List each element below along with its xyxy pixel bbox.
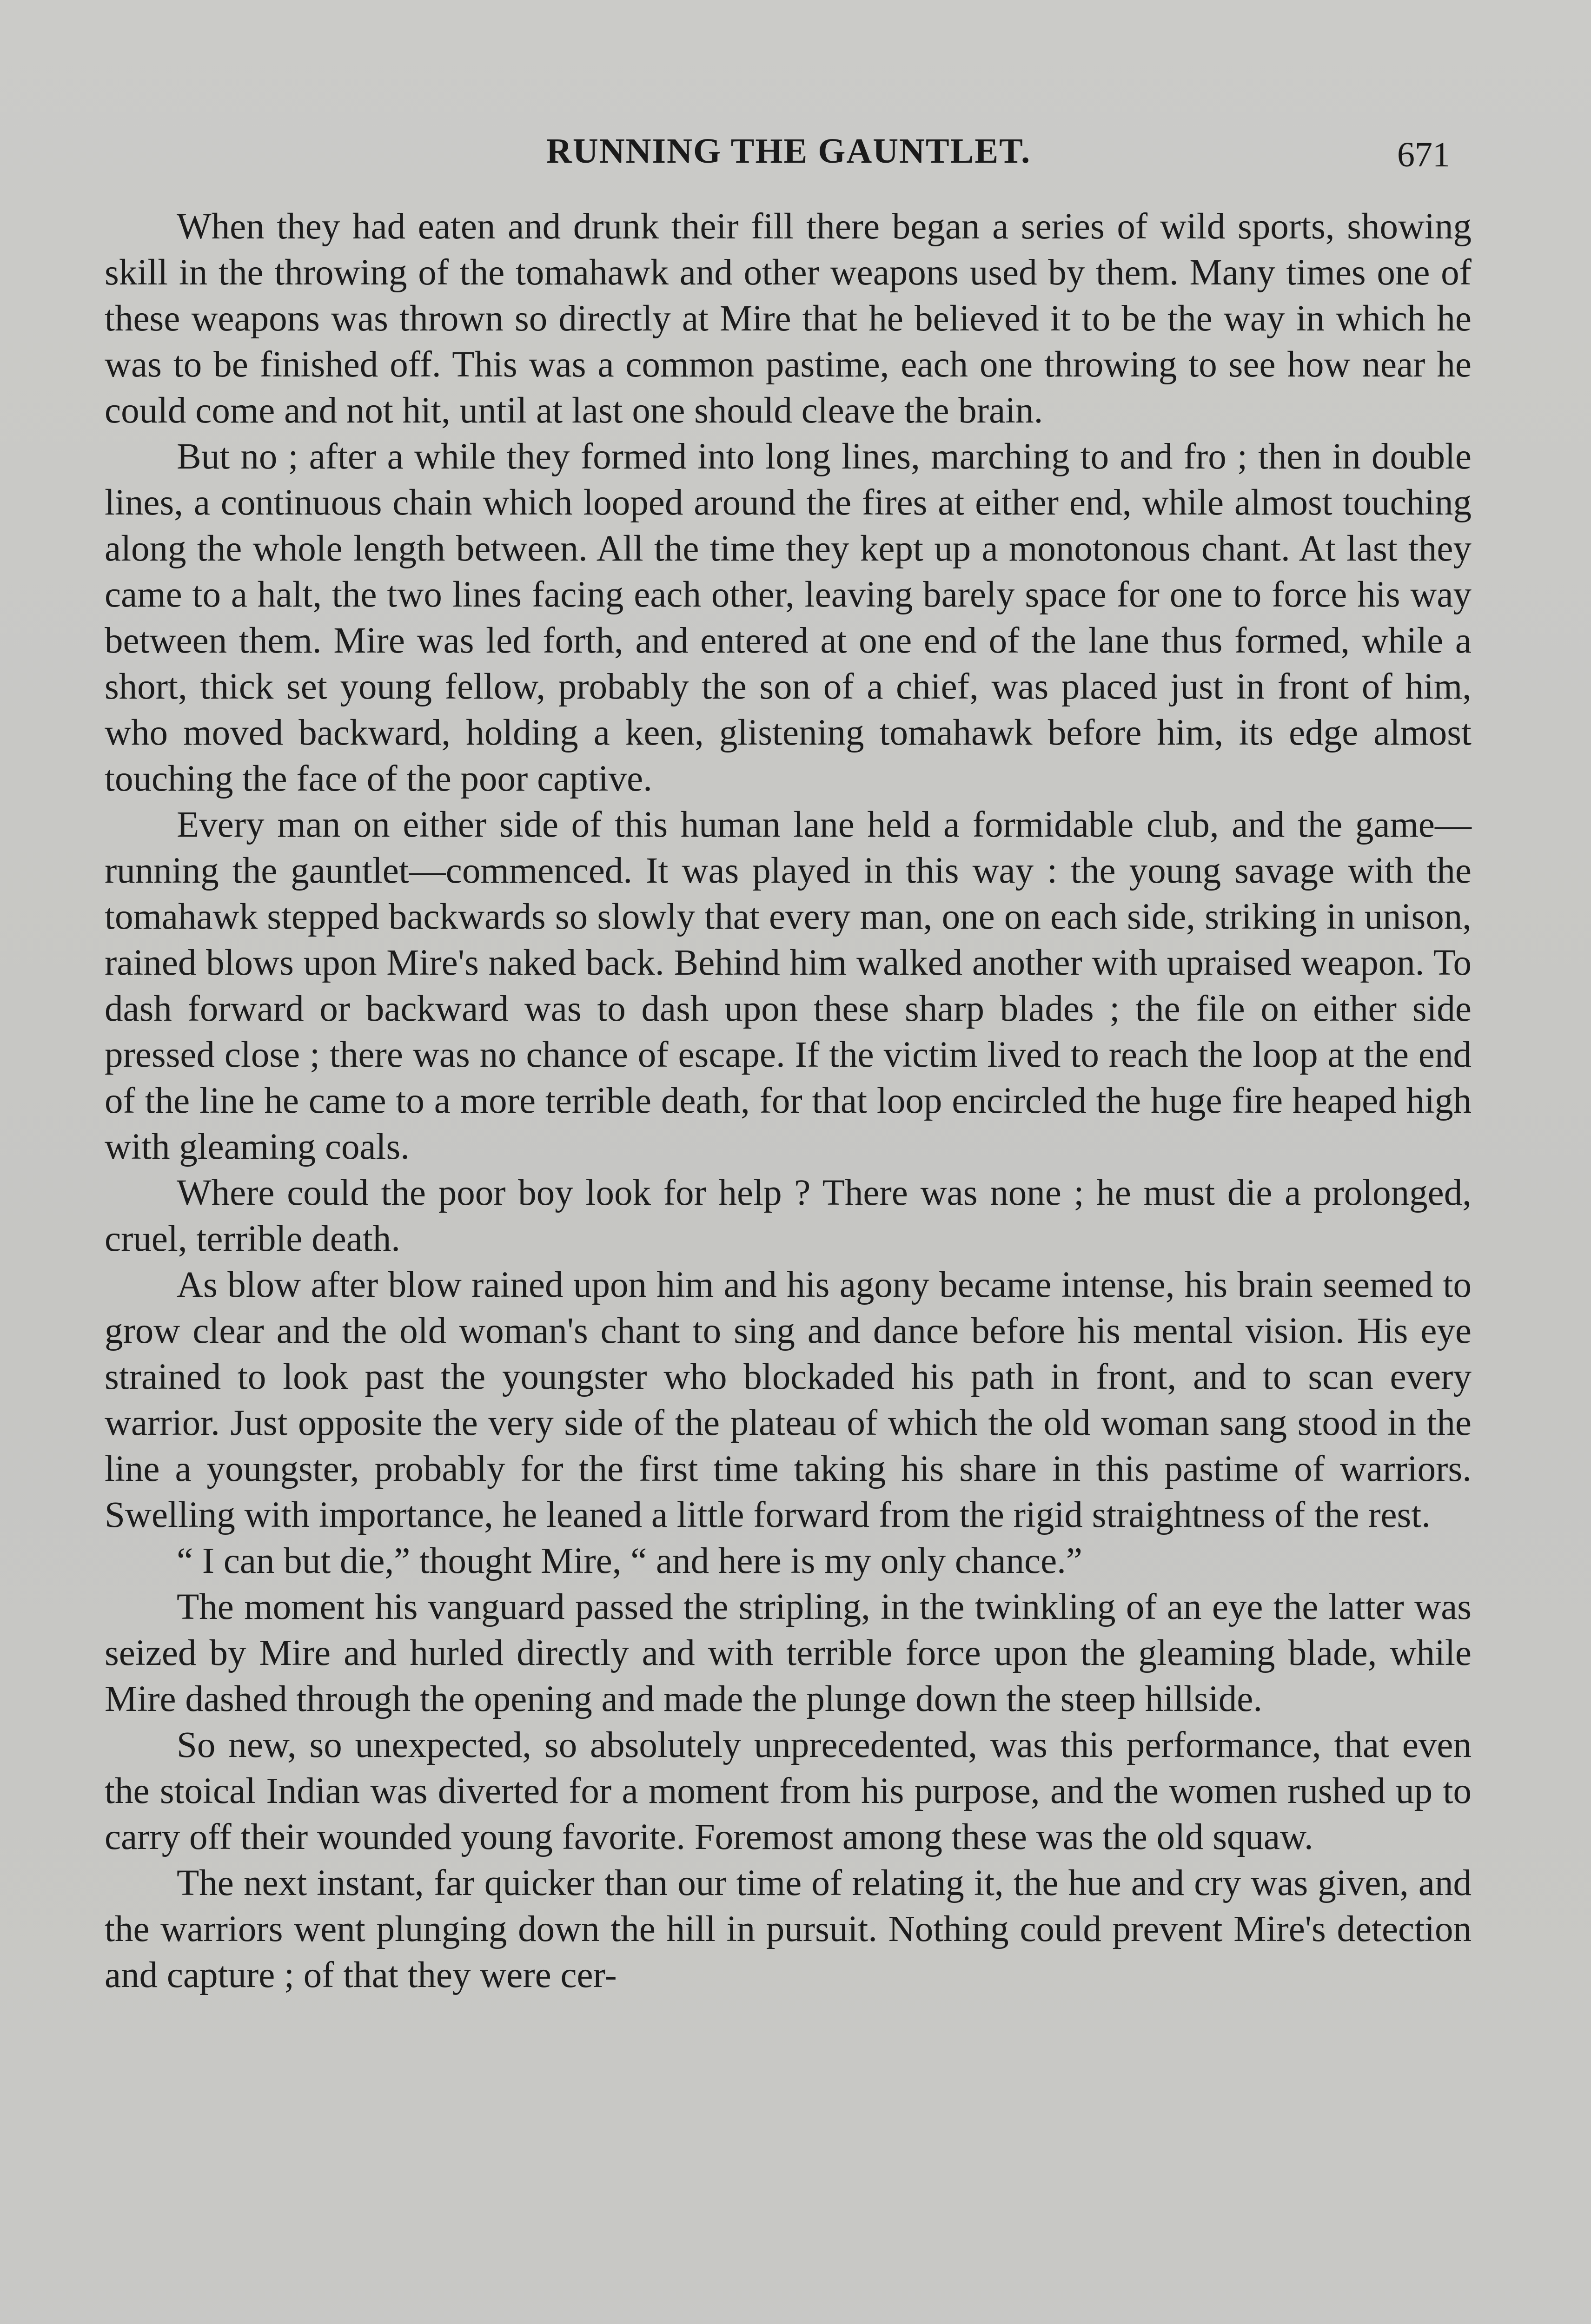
- body-text: [105, 204, 1472, 1998]
- paragraph: “ I can but die,” thought Mire, “ and here is my only chance.”: [177, 1541, 1082, 1581]
- paragraph: Where could the poor boy look for help ? There was none ; he must die a prolonged, cruel, terrible death.: [105, 1173, 1472, 1259]
- paragraph: So new, so unexpected, so absolutely unprecedented, was this performance, that even the stoical Indian was diverted for a moment from his purpose, and the women rushed up to carry off their wounded young favorite. Foremost among these was the old squaw.: [105, 1725, 1472, 1857]
- paragraph: When they had eaten and drunk their fill there began a series of wild sports, showing skill in the throwing of the tomahawk and other weapons used by them. Many times one of these weapons was thrown so directly at Mire that he believed it to be the way in which he was to be finished off. This was a common pastime, each one throwing to see how near he could come and not hit, until at last one should cleave the brain.: [105, 206, 1472, 431]
- paragraph: But no ; after a while they formed into long lines, marching to and fro ; then in double lines, a continuous chain which looped around the fires at either end, while almost touching along the whole length between. All the time they kept up a monotonous chant. At last they came to a halt, the two lines facing each other, leaving barely space for one to force his way between them. Mire was led forth, and entered at one end of the lane thus formed, while a short, thick set young fellow, probably the son of a chief, was placed just in front of him, who moved backward, holding a keen, glistening tomahawk before him, its edge almost touching the face of the poor captive.: [105, 436, 1472, 799]
- paragraph: The moment his vanguard passed the stripling, in the twinkling of an eye the latter was seized by Mire and hurled directly and with terrible force upon the gleaming blade, while Mire dashed through the opening and made the plunge down the steep hillside.: [105, 1587, 1472, 1719]
- paragraph: Every man on either side of this human lane held a formidable club, and the game—running the gauntlet—commenced. It was played in this way : the young savage with the tomahawk stepped backwards so slowly that every man, one on each side, striking in unison, rained blows upon Mire's naked back. Behind him walked another with upraised weapon. To dash forward or backward was to dash upon these sharp blades ; the file on either side pressed close ; there was no chance of escape. If the victim lived to reach the loop at the end of the line he came to a more terrible death, for that loop encircled the huge fire heaped high with gleaming coals.: [105, 805, 1472, 1167]
- paragraph: As blow after blow rained upon him and his agony became intense, his brain seemed to grow clear and the old woman's chant to sing and dance before his mental vision. His eye strained to look past the youngster who blockaded his path in front, and to scan every warrior. Just opposite the very side of the plateau of which the old woman sang stood in the line a youngster, probably for the first time taking his share in this pastime of warriors. Swelling with importance, he leaned a little forward from the rigid straightness of the rest.: [105, 1265, 1472, 1535]
- chapter-title: RUNNING THE GAUNTLET.: [546, 132, 1031, 171]
- paragraph: The next instant, far quicker than our time of relating it, the hue and cry was given, and the warriors went plunging down the hill in pursuit. Nothing could prevent Mire's detection and capture ; of that they were cer-: [105, 1863, 1472, 1995]
- page-number: 671: [1397, 135, 1450, 174]
- running-header: [0, 131, 1591, 182]
